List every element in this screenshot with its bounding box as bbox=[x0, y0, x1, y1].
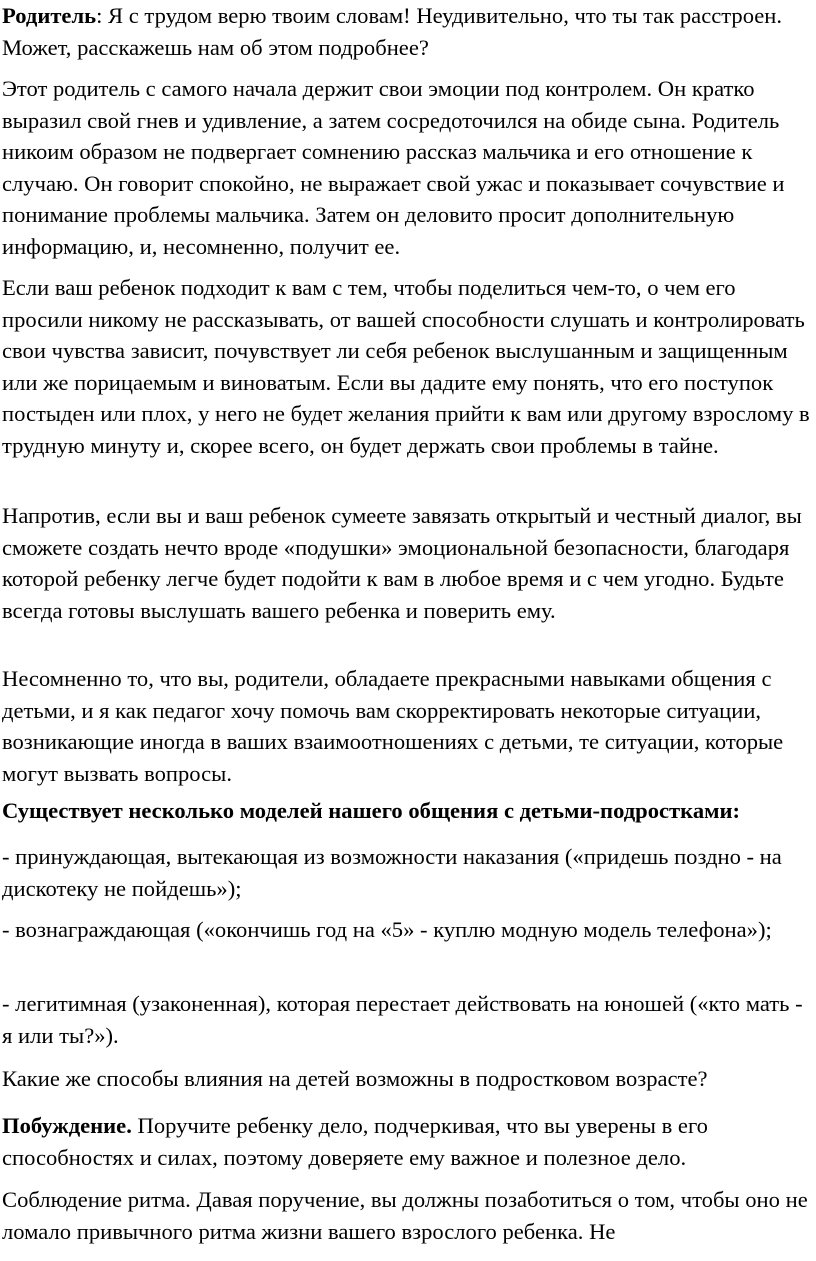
list-item-legitimate: - легитимная (узаконенная), которая перестает действовать на юношей («кто мать - я или ты?»). bbox=[2, 991, 803, 1048]
section-heading-models bbox=[2, 795, 810, 827]
paragraph-text: Поручите ребенку дело, подчеркивая, что вы уверены в его способностях и силах, поэтому доверяете ему важное и полезное дело. bbox=[2, 1113, 708, 1170]
paragraph-motivation bbox=[2, 1110, 810, 1173]
paragraph-child-sharing: Если ваш ребенок подходит к вам с тем, чтобы поделиться чем-то, о чем его просили никому не рассказывать, от вашей способности слушать и контролировать свои чувства зависит, почувствует ли себя ребенок выслушанным и защищенным или же порицаемым и виноватым. Если вы дадите ему понять, что его поступок постыден или плох, у него не будет желания прийти к вам или другому взрослому в трудную минуту и, скорее всего, он будет держать свои проблемы в тайне. bbox=[2, 275, 810, 458]
paragraph-open-dialogue: Напротив, если вы и ваш ребенок сумеете завязать открытый и честный диалог, вы сможете создать нечто вроде «подушки» эмоциональной безопасности, благодаря которой ребенку легче будет подойти к вам в любое время и с чем угодно. Будьте всегда готовы выслушать вашего ребенка и поверить ему. bbox=[2, 503, 802, 623]
paragraph-rhythm: Соблюдение ритма. Давая поручение, вы должны позаботиться о том, чтобы оно не ломало привычного ритма жизни вашего взрослого ребенка. Не bbox=[2, 1187, 808, 1244]
paragraph-analysis: Этот родитель с самого начала держит свои эмоции под контролем. Он кратко выразил свой гнев и удивление, а затем сосредоточился на обиде сына. Родитель никоим образом не подвергает сомнению рассказ мальчика и его отношение к случаю. Он говорит спокойно, не выражает свой ужас и показывает сочувствие и понимание проблемы мальчика. Затем он деловито просит дополнительную информацию, и, несомненно, получит ее. bbox=[2, 76, 785, 259]
speaker-label: Родитель bbox=[2, 3, 97, 28]
term-label: Побуждение. bbox=[2, 1113, 132, 1138]
list-item-rewarding: - вознаграждающая («окончишь год на «5» - куплю модную модель телефона»); bbox=[2, 917, 772, 942]
section-heading-text: Существует несколько моделей нашего общения с детьми-подростками: bbox=[2, 798, 741, 823]
list-item-coercive: - принуждающая, вытекающая из возможности наказания («придешь поздно - на дискотеку не пойдешь»); bbox=[2, 844, 782, 901]
paragraph-text: : Я с трудом верю твоим словам! Неудивительно, что ты так расстроен. Может, расскажешь нам об этом подробнее? bbox=[2, 3, 783, 60]
paragraph-parent-quote bbox=[2, 0, 810, 63]
paragraph-communication-skills: Несомненно то, что вы, родители, обладаете прекрасными навыками общения с детьми, и я как педагог хочу помочь вам скорректировать некоторые ситуации, возникающие иногда в ваших взаимоотношениях с детьми, те ситуации, которые могут вызвать вопросы. bbox=[2, 666, 784, 786]
paragraph-question: Какие же способы влияния на детей возможны в подростковом возрасте? bbox=[2, 1066, 708, 1091]
